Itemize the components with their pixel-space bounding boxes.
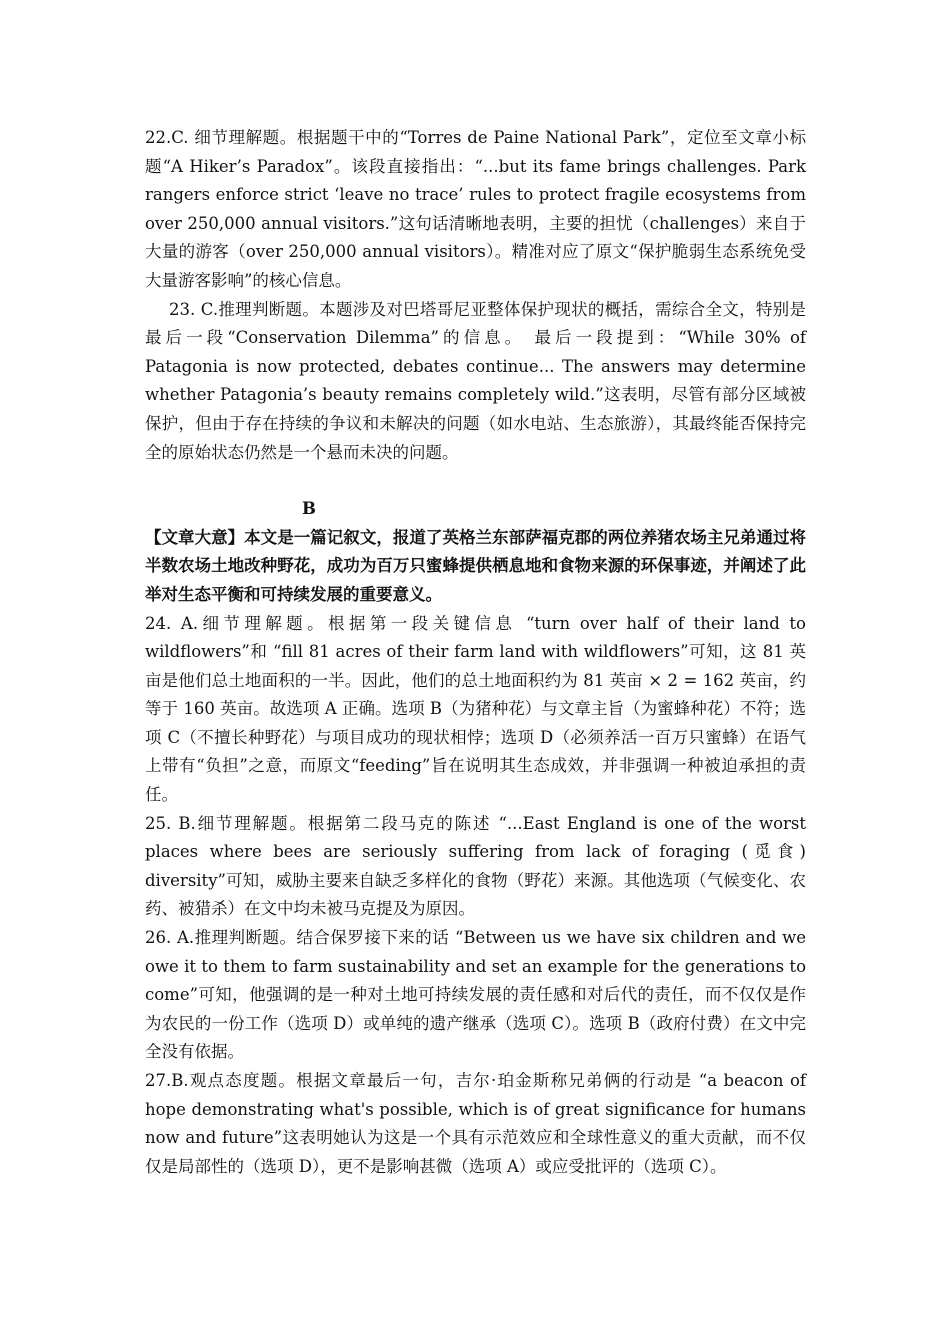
paragraph-gap [145,467,806,495]
answer-paragraph-27: 27.B.观点态度题。根据文章最后一句，吉尔·珀金斯称兄弟俩的行动是 “a beacon of hope demonstrating what's possible, which is of great significance for humans now and future”这表明她认为这是一个具有示范效应和全球性意义的重大贡献，而不仅仅是局部性的（选项 D），更不是影响甚微（选项 A）或应受批评的（选项 C）。 [145,1071,806,1176]
answer-paragraph-26: 26. A.推理判断题。结合保罗接下来的话 “Between us we have six children and we owe it to them to farm sustainability and set an example for the generations to come”可知，他强调的是一种对土地可持续发展的责任感和对后代的责任，而不仅仅是作为农民的一份工作（选项 D）或单纯的遗产继承（选项 C）。选项 B（政府付费）在文中完全没有依据。 [145,928,806,1062]
answer-paragraph-24: 24. A.细节理解题。根据第一段关键信息 “turn over half of their land to wildflowers”和 “fill 81 acres of their farm land with wildflowers”可知，这 81 英亩是他们总土地面积的一半。因此，他们的总土地面积约为 81 英亩 × 2 = 162 英亩，约等于 160 英亩。故选项 A 正确。选项 B（为猪种花）与文章主旨（为蜜蜂种花）不符；选项 C（不擅长种野花）与项目成功的现状相悖；选项 D（必须养活一百万只蜜蜂）在语气上带有“负担”之意，而原文“feeding”旨在说明其生态成效，并非强调一种被迫承担的责任。 [145,613,806,805]
answer-paragraph-23: 23. C.推理判断题。本题涉及对巴塔哥尼亚整体保护现状的概括，需综合全文，特别是最后一段“Conservation Dilemma”的信息。 最后一段提到：“While 30% of Patagonia is now protected, debates continue... The answers may determine whether Patagonia’s beauty remains completely wild.”这表明，尽管有部分区域被保护，但由于存在持续的争议和未解决的问题（如水电站、生态旅游），其最终能否保持完全的原始状态仍然是一个悬而未决的问题。 [145,299,806,462]
section-heading-b: B [302,499,316,519]
answer-paragraph-22: 22.C. 细节理解题。根据题干中的“Torres de Paine National Park”，定位至文章小标题“A Hiker’s Paradox”。该段直接指出：“...but its fame brings challenges. Park rangers enforce strict ‘leave no trace’ rules to protect fragile ecosystems from over 250,000 annual visitors.”这句话清晰地表明，主要的担忧（challenges）来自于大量的游客（over 250,000 annual visitors）。精准对应了原文“保护脆弱生态系统免受大量游客影响”的核心信息。 [145,128,806,290]
answer-paragraph-25: 25. B.细节理解题。根据第二段马克的陈述 “...East England is one of the worst places where bees are seriously suffering from lack of foraging (觅食) diversity”可知，威胁主要来自缺乏多样化的食物（野花）来源。其他选项（气候变化、农药、被猎杀）在文中均未被马克提及为原因。 [145,813,806,919]
article-summary: 【文章大意】本文是一篇记叙文，报道了英格兰东部萨福克郡的两位养猪农场主兄弟通过将半数农场土地改种野花，成功为百万只蜜蜂提供栖息地和食物来源的环保事迹，并阐述了此举对生态平衡和可持续发展的重要意义。 [145,527,806,604]
document-page [145,124,806,1181]
